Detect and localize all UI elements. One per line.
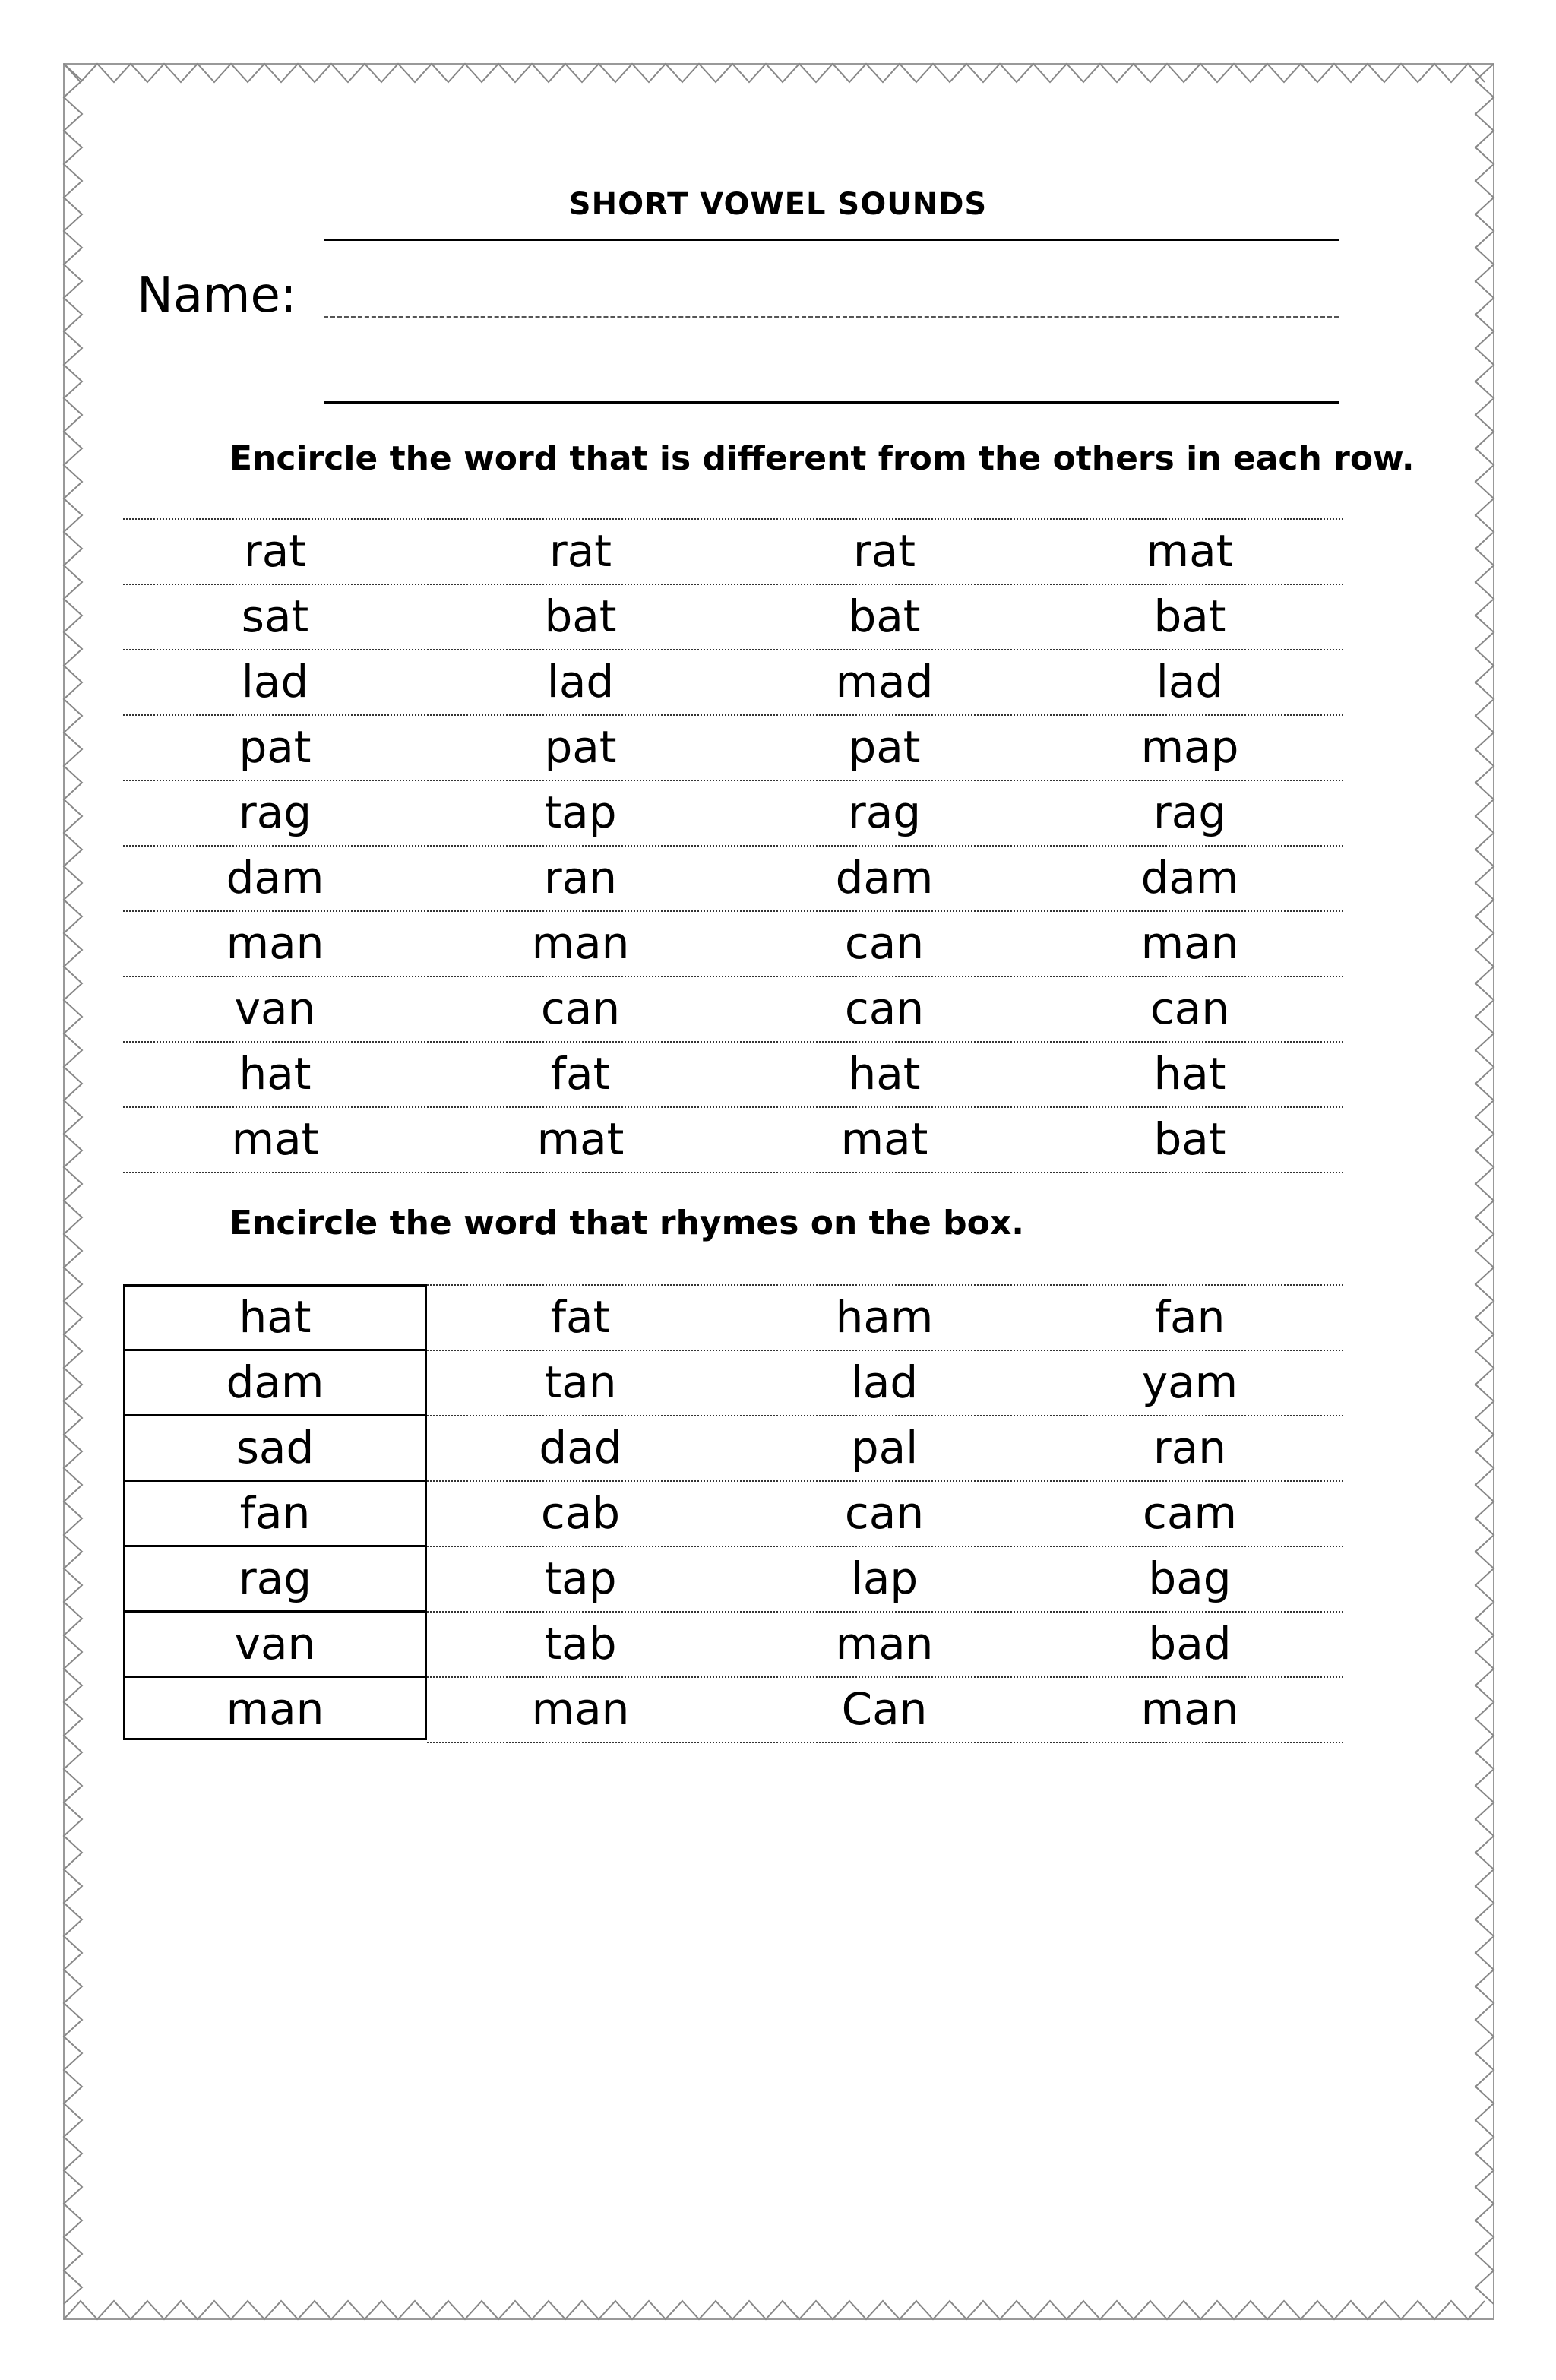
- word-choice[interactable]: mat: [1146, 525, 1234, 577]
- word-choice[interactable]: lad: [546, 656, 615, 707]
- word-choice[interactable]: dam: [835, 852, 934, 904]
- section2-row: [123, 1480, 1343, 1546]
- section2-row: [123, 1611, 1343, 1676]
- rhyme-key-word: rag: [238, 1552, 312, 1604]
- title-underline: [324, 239, 1339, 241]
- section1-row: [123, 845, 1343, 910]
- section2-row: [123, 1284, 1343, 1350]
- word-choice[interactable]: dam: [1140, 852, 1239, 904]
- word-choice[interactable]: ran: [543, 852, 618, 904]
- rhyme-key-word: sad: [236, 1422, 315, 1473]
- word-choice[interactable]: yam: [1141, 1356, 1238, 1408]
- rhyme-key-word: dam: [226, 1356, 324, 1408]
- name-write-line[interactable]: [324, 316, 1339, 318]
- section1-row: [123, 780, 1343, 845]
- word-choice[interactable]: tap: [544, 1552, 617, 1604]
- section2-row: [123, 1415, 1343, 1480]
- section1-row: [123, 584, 1343, 649]
- section1-row: [123, 1106, 1343, 1172]
- word-choice[interactable]: lap: [850, 1552, 919, 1604]
- word-choice[interactable]: man: [835, 1618, 934, 1669]
- word-choice[interactable]: pat: [544, 721, 617, 773]
- section1-row: [123, 910, 1343, 976]
- word-choice[interactable]: pal: [850, 1422, 919, 1473]
- word-choice[interactable]: pat: [848, 721, 921, 773]
- section1-row: [123, 976, 1343, 1041]
- section1-row: [123, 649, 1343, 714]
- word-choice[interactable]: tab: [544, 1618, 617, 1669]
- section1-row: [123, 714, 1343, 780]
- section2-row: [123, 1350, 1343, 1415]
- word-choice[interactable]: lad: [850, 1356, 919, 1408]
- word-choice[interactable]: cab: [540, 1487, 621, 1539]
- word-choice[interactable]: Can: [841, 1683, 928, 1735]
- section2-row: [123, 1546, 1343, 1611]
- word-choice[interactable]: bat: [544, 590, 617, 642]
- rhyme-key-word: van: [234, 1618, 316, 1669]
- worksheet-title: SHORT VOWEL SOUNDS: [568, 187, 988, 222]
- word-choice[interactable]: map: [1140, 721, 1239, 773]
- name-label: Name:: [137, 267, 297, 324]
- word-choice[interactable]: bat: [1153, 590, 1226, 642]
- word-choice[interactable]: rat: [852, 525, 916, 577]
- word-choice[interactable]: dam: [226, 852, 324, 904]
- word-choice[interactable]: fat: [550, 1048, 611, 1100]
- word-choice[interactable]: man: [531, 1683, 630, 1735]
- word-choice[interactable]: man: [226, 917, 324, 969]
- word-choice[interactable]: ran: [1153, 1422, 1227, 1473]
- word-choice[interactable]: rag: [1153, 786, 1227, 838]
- word-choice[interactable]: bat: [1153, 1113, 1226, 1165]
- word-choice[interactable]: can: [844, 983, 925, 1034]
- word-choice[interactable]: bag: [1148, 1552, 1232, 1604]
- word-choice[interactable]: fan: [1154, 1291, 1226, 1343]
- word-choice[interactable]: van: [234, 983, 316, 1034]
- word-choice[interactable]: rag: [847, 786, 922, 838]
- word-choice[interactable]: man: [1140, 917, 1239, 969]
- word-choice[interactable]: hat: [239, 1048, 312, 1100]
- word-choice[interactable]: bat: [848, 590, 921, 642]
- word-choice[interactable]: lad: [1156, 656, 1224, 707]
- word-choice[interactable]: can: [844, 1487, 925, 1539]
- word-choice[interactable]: hat: [1153, 1048, 1226, 1100]
- word-choice[interactable]: bad: [1148, 1618, 1232, 1669]
- word-choice[interactable]: ham: [835, 1291, 934, 1343]
- word-choice[interactable]: can: [1150, 983, 1230, 1034]
- section1-row: [123, 1041, 1343, 1106]
- word-choice[interactable]: man: [1140, 1683, 1239, 1735]
- word-choice[interactable]: lad: [241, 656, 309, 707]
- rhyme-key-word: man: [226, 1683, 324, 1735]
- word-choice[interactable]: rat: [243, 525, 307, 577]
- word-choice[interactable]: hat: [848, 1048, 921, 1100]
- word-choice[interactable]: can: [540, 983, 621, 1034]
- word-choice[interactable]: mat: [231, 1113, 319, 1165]
- section2-row: [123, 1676, 1343, 1742]
- rhyme-key-word: hat: [239, 1291, 312, 1343]
- section1-instruction: Encircle the word that is different from the others in each row.: [229, 439, 1415, 478]
- section1-row: [123, 518, 1343, 584]
- word-choice[interactable]: tan: [544, 1356, 617, 1408]
- word-choice[interactable]: can: [844, 917, 925, 969]
- word-choice[interactable]: mat: [536, 1113, 625, 1165]
- word-choice[interactable]: rag: [238, 786, 312, 838]
- word-choice[interactable]: tap: [544, 786, 617, 838]
- word-choice[interactable]: pat: [239, 721, 312, 773]
- word-choice[interactable]: sat: [241, 590, 309, 642]
- word-choice[interactable]: dad: [539, 1422, 622, 1473]
- section2-row-rule: [427, 1742, 1343, 1743]
- section2-instruction: Encircle the word that rhymes on the box.: [229, 1204, 1024, 1242]
- word-choice[interactable]: man: [531, 917, 630, 969]
- word-choice[interactable]: rat: [549, 525, 612, 577]
- section1-row-rule: [123, 1172, 1343, 1173]
- word-choice[interactable]: cam: [1143, 1487, 1237, 1539]
- word-choice[interactable]: mat: [840, 1113, 928, 1165]
- name-bottom-line: [324, 401, 1339, 404]
- rhyme-key-word: fan: [239, 1487, 311, 1539]
- word-choice[interactable]: mad: [835, 656, 934, 707]
- word-choice[interactable]: fat: [550, 1291, 611, 1343]
